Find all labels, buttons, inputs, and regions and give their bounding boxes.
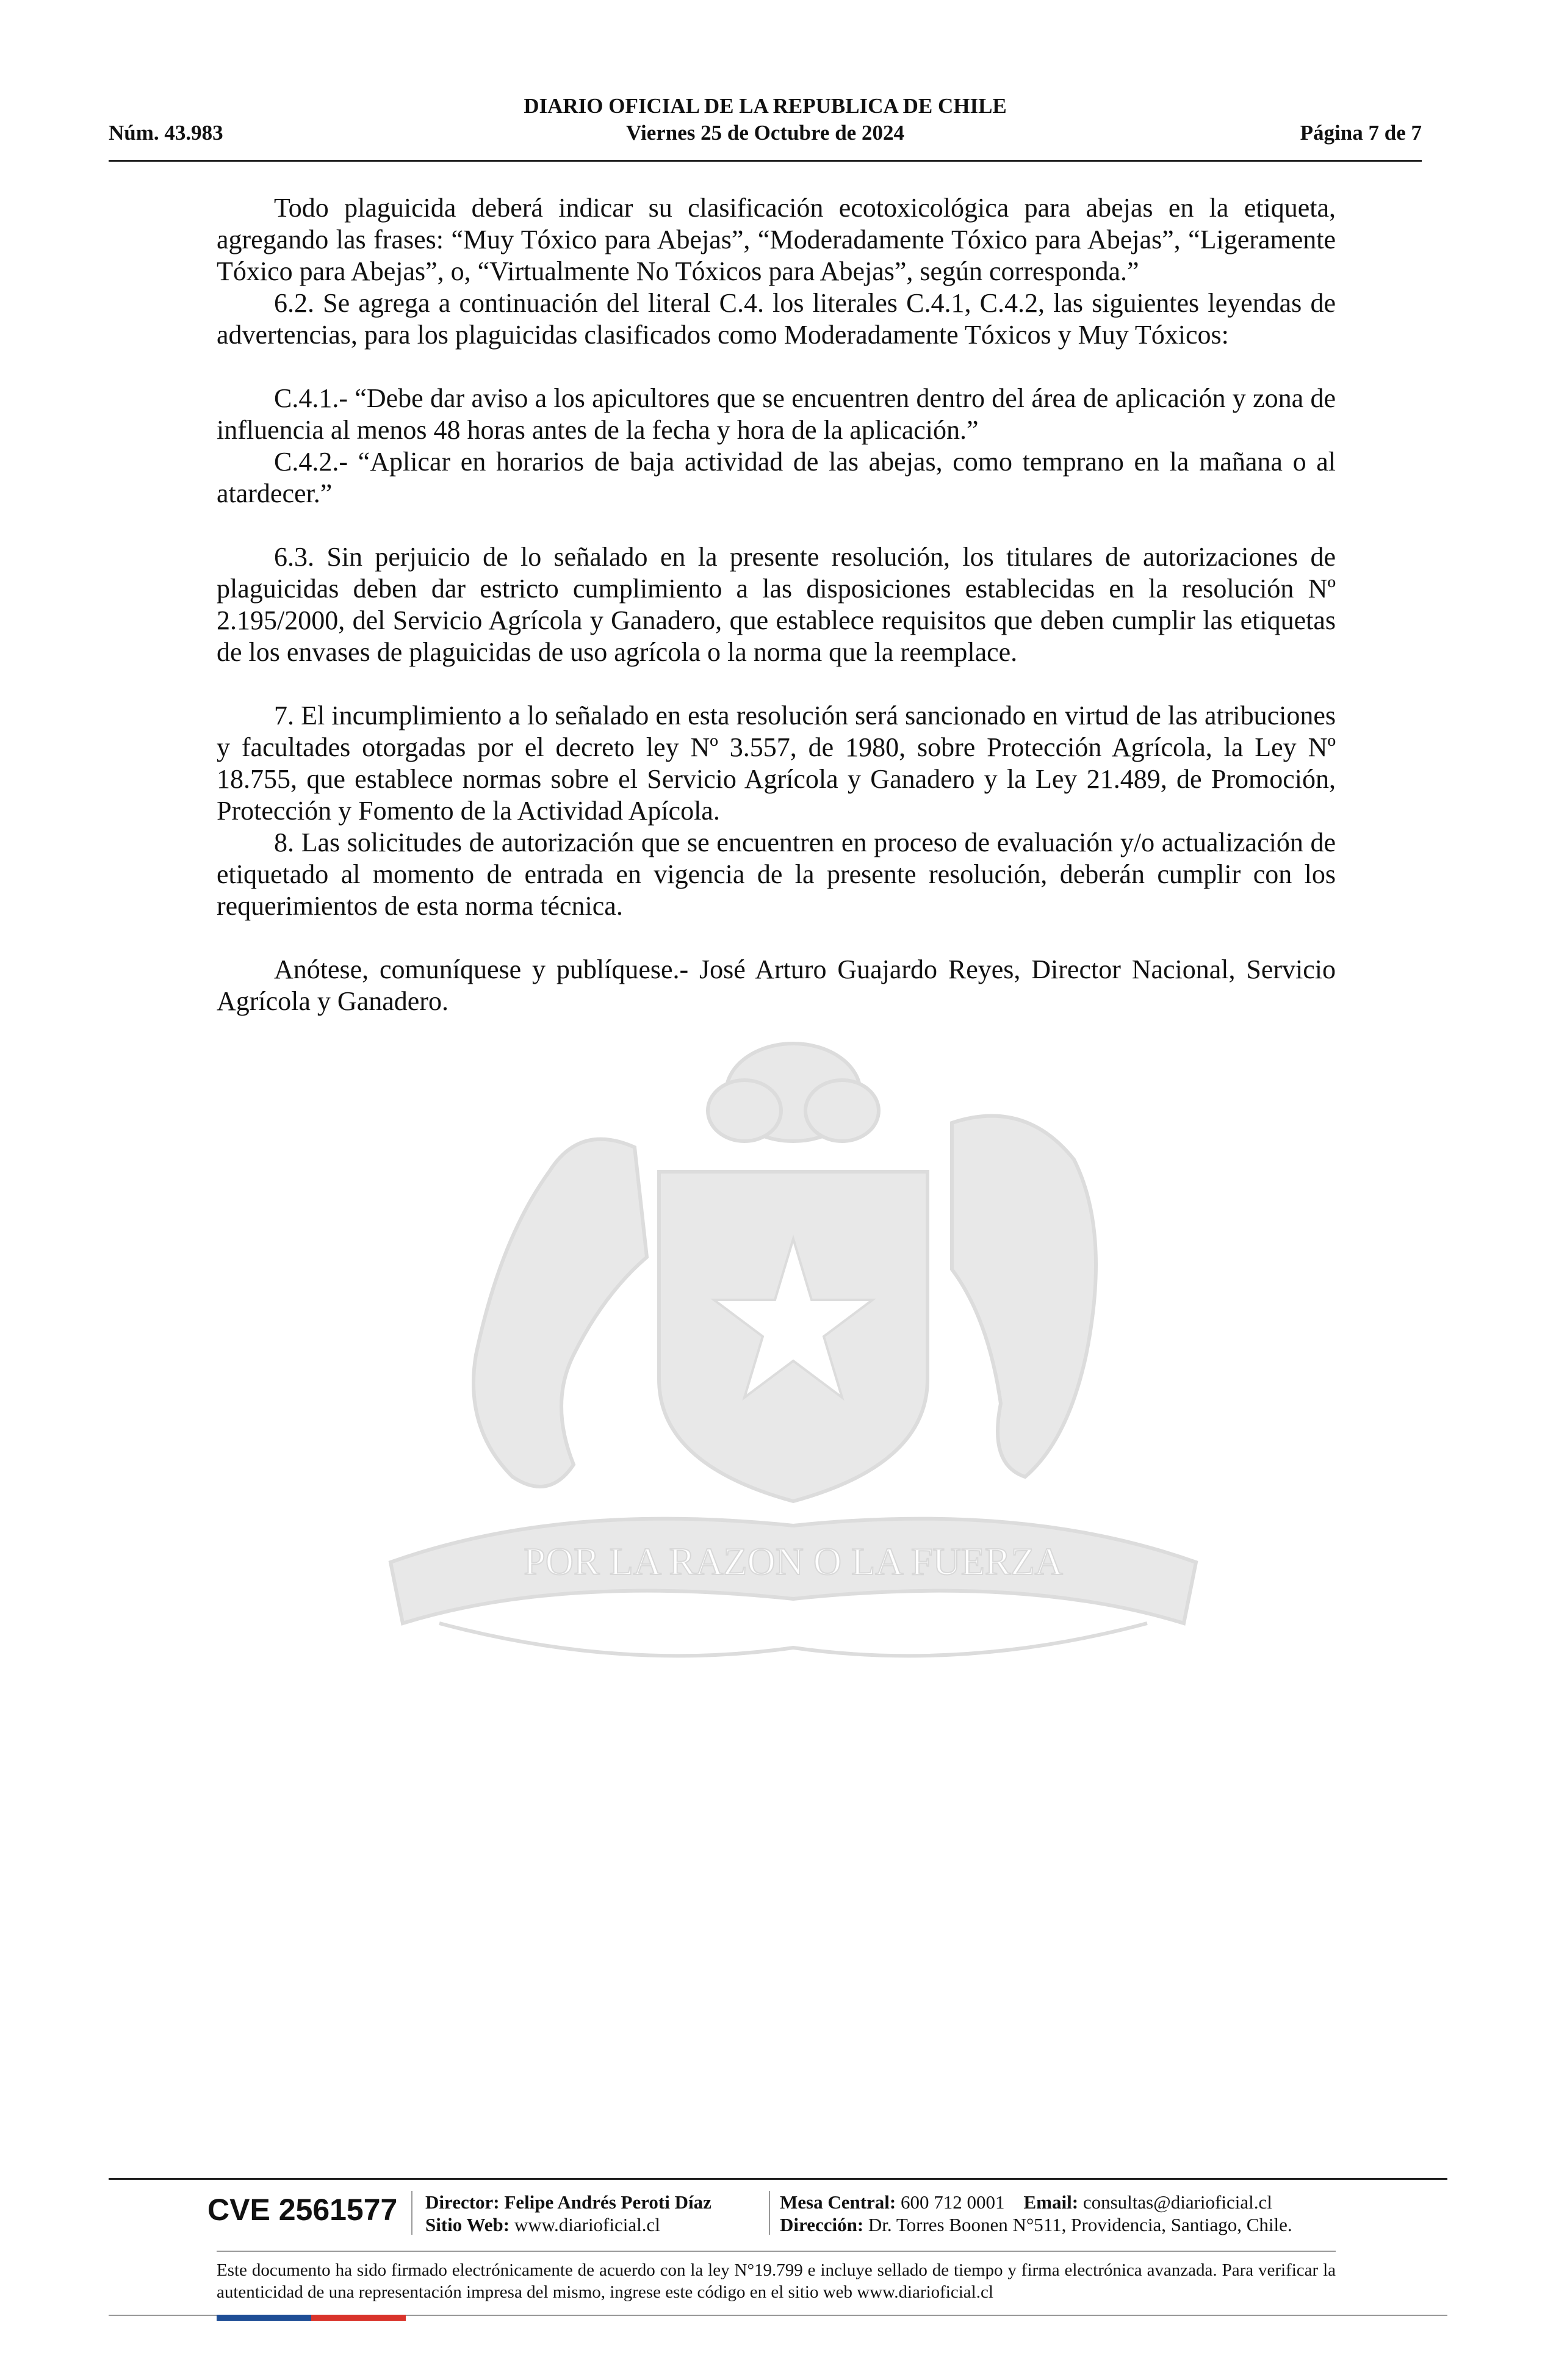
cve-code: CVE 2561577 xyxy=(207,2193,398,2227)
director-name: Felipe Andrés Peroti Díaz xyxy=(504,2191,711,2213)
email-link[interactable]: consultas@diarioficial.cl xyxy=(1082,2191,1272,2213)
address-label: Dirección: xyxy=(780,2214,864,2235)
watermark-motto: POR LA RAZON O LA FUERZA xyxy=(524,1540,1063,1583)
document-body xyxy=(217,192,1336,1017)
website-label: Sitio Web: xyxy=(425,2214,510,2235)
paragraph: 6.2. Se agrega a continuación del literal C.4. los literales C.4.1, C.4.2, las siguientes leyendas de advertencias, para los plaguicidas clasificados como Moderadamente Tóxicos y Muy Tóxicos: xyxy=(217,288,1336,350)
footer-contact-block xyxy=(780,2191,1292,2236)
flag-blue-band xyxy=(217,2315,311,2321)
phone-number: 600 712 0001 xyxy=(901,2191,1005,2213)
footer-divider xyxy=(109,2178,1447,2180)
website-link[interactable]: www.diarioficial.cl xyxy=(514,2214,660,2235)
gazette-title: DIARIO OFICIAL DE LA REPUBLICA DE CHILE xyxy=(524,94,1007,118)
email-label: Email: xyxy=(1023,2191,1079,2213)
address-value: Dr. Torres Boonen N°511, Providencia, Santiago, Chile. xyxy=(868,2214,1292,2235)
signature-paragraph: Anótese, comuníquese y publíquese.- José Arturo Guajardo Reyes, Director Nacional, Servicio Agrícola y Ganadero. xyxy=(217,954,1336,1016)
paragraph: 8. Las solicitudes de autorización que se encuentren en proceso de evaluación y/o actualización de etiquetado al momento de entrada en vigencia de la presente resolución, deberán cumplir con los requerimientos de esta norma técnica. xyxy=(217,828,1336,921)
footer-separator xyxy=(411,2191,412,2235)
footer-divider xyxy=(217,2251,1336,2252)
signature-notice: Este documento ha sido firmado electrónicamente de acuerdo con la ley N°19.799 e incluye sellado de tiempo y firma electrónica avanzada. Para verificar la autenticidad de una representación impresa del mismo, ingrese este código en el sitio web www.diarioficial.cl xyxy=(217,2260,1336,2302)
paragraph: Todo plaguicida deberá indicar su clasificación ecotoxicológica para abejas en la etiqueta, agregando las frases: “Muy Tóxico para Abejas”, “Moderadamente Tóxico para Abejas”, “Ligeramente Tóxico para Abejas”, o, “Virtualmente No Tóxicos para Abejas”, según corresponda.” xyxy=(217,193,1336,286)
phone-label: Mesa Central: xyxy=(780,2191,896,2213)
flag-stripe xyxy=(217,2315,406,2321)
flag-red-band xyxy=(311,2315,406,2321)
paragraph: 7. El incumplimiento a lo señalado en esta resolución será sancionado en virtud de las atribuciones y facultades otorgadas por el decreto ley Nº 3.557, de 1980, sobre Protección Agrícola, la Ley Nº 18.755, que establece normas sobre el Servicio Agrícola y Ganadero y la Ley 21.489, de Promoción, Protección y Fomento de la Actividad Apícola. xyxy=(217,701,1336,826)
paragraph: C.4.2.- “Aplicar en horarios de baja actividad de las abejas, como temprano en la mañana o al atardecer.” xyxy=(217,447,1336,508)
paragraph: C.4.1.- “Debe dar aviso a los apicultores que se encuentren dentro del área de aplicación y zona de influencia al menos 48 horas antes de la fecha y hora de la aplicación.” xyxy=(217,383,1336,445)
page-header xyxy=(109,93,1422,162)
page-number: Página 7 de 7 xyxy=(1300,121,1422,145)
paragraph: 6.3. Sin perjuicio de lo señalado en la presente resolución, los titulares de autorizaciones de plaguicidas deben dar estricto cumplimiento a las disposiciones establecidas en la resolución Nº 2.195/2000, del Servicio Agrícola y Ganadero, que establece requisitos que deben cumplir las etiquetas de los envases de plaguicidas de uso agrícola o la norma que la reemplace. xyxy=(217,542,1336,667)
footer-director-block xyxy=(425,2191,711,2236)
coat-of-arms-watermark xyxy=(317,1037,1269,1684)
issue-date: Viernes 25 de Octubre de 2024 xyxy=(626,121,904,145)
footer-separator xyxy=(769,2191,770,2235)
issue-number: Núm. 43.983 xyxy=(109,121,223,145)
director-label: Director: xyxy=(425,2191,500,2213)
